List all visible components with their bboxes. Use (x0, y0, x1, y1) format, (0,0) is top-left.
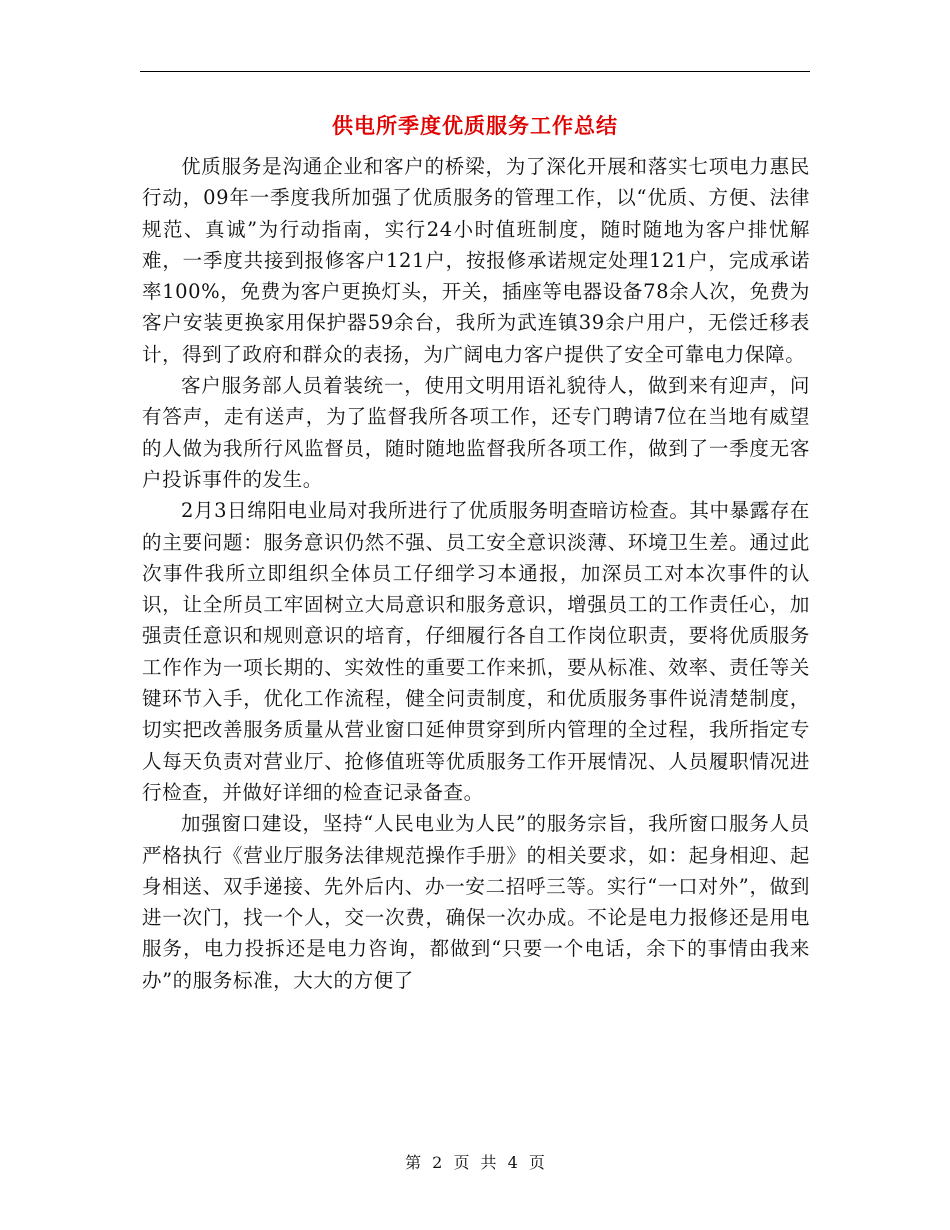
page-footer: 第 2 页 共 4 页 (405, 1153, 545, 1172)
paragraph-2: 客户服务部人员着装统一，使用文明用语礼貌待人，做到来有迎声，问有答声，走有送声，为了监督我所各项工作，还专门聘请7位在当地有威望的人做为我所行风监督员，随时随地监督我所各项工作，做到了一季度无客户投诉事件的发生。 (142, 374, 810, 491)
document-title: 供电所季度优质服务工作总结 (332, 114, 618, 138)
document-body (142, 151, 810, 996)
header-rule (140, 71, 810, 72)
paragraph-1: 优质服务是沟通企业和客户的桥梁，为了深化开展和落实七项电力惠民行动，09年一季度我所加强了优质服务的管理工作，以“优质、方便、法律规范、真诚”为行动指南，实行24小时值班制度，随时随地为客户排忧解难，一季度共接到报修客户121户，按报修承诺规定处理121户，完成承诺率100%，免费为客户更换灯头，开关，插座等电器设备78余人次，免费为客户安装更换家用保护器59余台，我所为武连镇39余户用户，无偿迁移表计，得到了政府和群众的表扬，为广阔电力客户提供了安全可靠电力保障。 (142, 155, 810, 366)
paragraph-4: 加强窗口建设，坚持“人民电业为人民”的服务宗旨，我所窗口服务人员严格执行《营业厅服务法律规范操作手册》的相关要求，如：起身相迎、起身相送、双手递接、先外后内、办一安二招呼三等。实行“一口对外”，做到进一次门，找一个人，交一次费，确保一次办成。不论是电力报修还是用电服务，电力投拆还是电力咨询，都做到“只要一个电话，余下的事情由我来办”的服务标准，大大的方便了 (142, 812, 810, 992)
paragraph-3: 2月3日绵阳电业局对我所进行了优质服务明查暗访检查。其中暴露存在的主要问题：服务意识仍然不强、员工安全意识淡薄、环境卫生差。通过此次事件我所立即组织全体员工仔细学习本通报，加深员工对本次事件的认识，让全所员工牢固树立大局意识和服务意识，增强员工的工作责任心，加强责任意识和规则意识的培育，仔细履行各自工作岗位职责，要将优质服务工作作为一项长期的、实效性的重要工作来抓，要从标准、效率、责任等关键环节入手，优化工作流程，健全问责制度，和优质服务事件说清楚制度，切实把改善服务质量从营业窗口延伸贯穿到所内管理的全过程，我所指定专人每天负责对营业厅、抢修值班等优质服务工作开展情况、人员履职情况进行检查，并做好详细的检查记录备查。 (142, 499, 811, 804)
